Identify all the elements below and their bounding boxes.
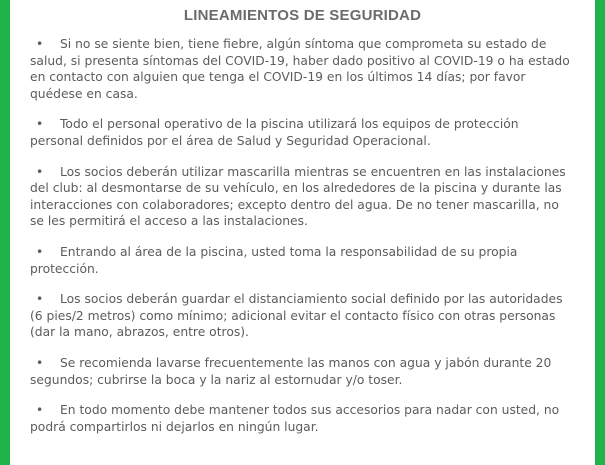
document-title: LINEAMIENTOS DE SEGURIDAD	[183, 7, 422, 24]
list-item-text: En todo momento debe mantener todos sus accesorios para nadar con usted, no podrá compartirlos ni dejarlos en ningún lugar.	[30, 403, 560, 434]
bullet-icon: •	[36, 355, 44, 370]
list-item-text: Todo el personal operativo de la piscina utilizará los equipos de protección personal definidos por el área de Salud y Seguridad Operacional.	[30, 117, 519, 148]
list-item-text: Los socios deberán utilizar mascarilla mientras se encuentren en las instalaciones del club: al desmontarse de su vehículo, en los alrededores de la piscina y durante las interacciones con colaboradores; excepto dentro del agua. De no tener mascarilla, no se les permitirá el acceso a las instalaciones.	[30, 164, 566, 229]
left-green-border	[0, 0, 10, 465]
bullet-icon: •	[36, 403, 44, 418]
bullet-icon: •	[36, 292, 44, 307]
list-item	[30, 291, 575, 341]
list-item-text: Se recomienda lavarse frecuentemente las manos con agua y jabón durante 20 segundos; cubrirse la boca y la nariz al estornudar y/o toser.	[30, 355, 552, 387]
bullet-icon: •	[36, 244, 44, 259]
list-item-text: Entrando al área de la piscina, usted toma la responsabilidad de su propia protección.	[30, 244, 518, 276]
list-item-text: Si no se siente bien, tiene fiebre, algún síntoma que comprometa su estado de salud, si presenta síntomas del COVID-19, haber dado positivo al COVID-19 o ha estado en contacto con alguien que tenga el COVID-19 en los últimos 14 días; por favor quédese en casa.	[30, 37, 570, 101]
list-item	[30, 116, 575, 149]
list-item	[30, 402, 575, 435]
list-item	[30, 355, 575, 388]
bullet-icon: •	[36, 164, 44, 179]
document-content	[30, 6, 575, 449]
right-green-border	[595, 0, 605, 465]
list-item	[30, 164, 575, 230]
list-item-text: Los socios deberán guardar el distanciamiento social definido por las autoridades (6 pies/2 metros) como mínimo; adicional evitar el contacto físico con otras personas (dar la mano, abrazos, entre otros).	[30, 292, 563, 340]
list-item	[30, 244, 575, 277]
bullet-icon: •	[36, 117, 44, 132]
bullet-icon: •	[36, 37, 44, 51]
list-item	[30, 36, 575, 102]
